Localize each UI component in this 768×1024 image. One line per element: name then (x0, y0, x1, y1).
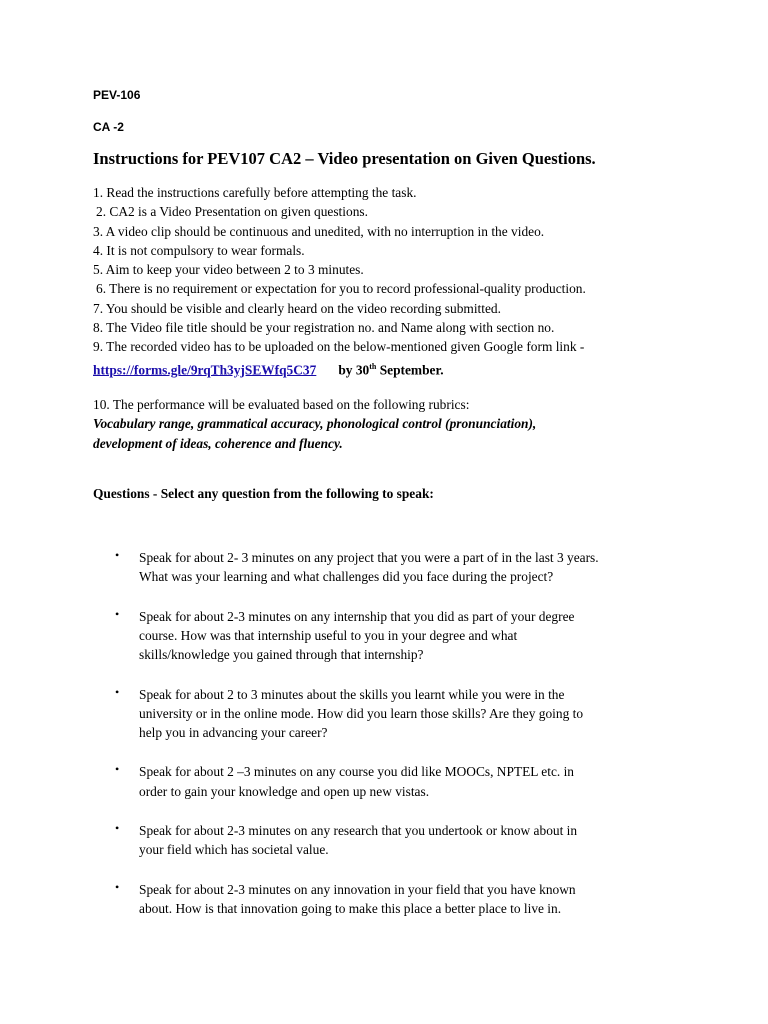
rubrics-criteria-line: Vocabulary range, grammatical accuracy, phonological control (pronunciation), (93, 416, 537, 432)
bullet-icon: • (115, 762, 120, 777)
question-text-line: university or in the online mode. How did you learn those skills? Are they going to (139, 705, 584, 721)
instructions-list (93, 183, 693, 379)
deadline-superscript: th (369, 361, 377, 371)
question-text (139, 821, 679, 860)
instruction-item: 7. You should be visible and clearly heard on the video recording submitted. (93, 300, 501, 316)
question-text-line: course. How was that internship useful to you in your degree and what (139, 627, 518, 643)
question-text-line: skills/knowledge you gained through that internship? (139, 647, 424, 663)
course-code: PEV-106 (93, 88, 141, 102)
deadline-prefix: by 30 (338, 362, 370, 378)
question-text (139, 685, 679, 743)
question-text-line: order to gain your knowledge and open up new vistas. (139, 783, 430, 799)
question-text-line: What was your learning and what challenges did you face during the project? (139, 569, 554, 585)
rubrics-criteria-line: development of ideas, coherence and fluency. (93, 435, 343, 451)
instruction-item: 9. The recorded video has to be uploaded on the below-mentioned given Google form link - (93, 339, 585, 355)
instruction-item: 6. There is no requirement or expectation for you to record professional-quality production. (96, 281, 586, 297)
form-link-line (93, 357, 693, 380)
questions-heading: Questions - Select any question from the following to speak: (93, 486, 434, 501)
deadline-suffix: September. (376, 362, 444, 378)
question-text (139, 880, 679, 919)
instruction-item: 3. A video clip should be continuous and unedited, with no interruption in the video. (93, 223, 545, 239)
question-text-line: Speak for about 2 –3 minutes on any course you did like MOOCs, NPTEL etc. in (139, 764, 575, 780)
google-form-link[interactable]: https://forms.gle/9rqTh3yjSEWfq5C37 (93, 362, 317, 378)
instruction-item: 4. It is not compulsory to wear formals. (93, 242, 305, 258)
question-text-line: Speak for about 2-3 minutes on any innovation in your field that you have known (139, 881, 576, 897)
bullet-icon: • (115, 548, 120, 562)
question-text (139, 762, 679, 801)
question-text-line: Speak for about 2-3 minutes on any internship that you did as part of your degree (139, 608, 575, 624)
instruction-item: 1. Read the instructions carefully before attempting the task. (93, 185, 417, 200)
question-text-line: about. How is that innovation going to make this place a better place to live in. (139, 900, 562, 916)
rubrics-intro: 10. The performance will be evaluated based on the following rubrics: (93, 397, 470, 412)
instruction-item: 2. CA2 is a Video Presentation on given questions. (96, 204, 368, 220)
question-text-line: Speak for about 2 to 3 minutes about the skills you learnt while you were in the (139, 686, 565, 702)
question-text-line: Speak for about 2- 3 minutes on any project that you were a part of in the last 3 years. (139, 550, 599, 565)
instruction-item: 5. Aim to keep your video between 2 to 3 minutes. (93, 262, 364, 278)
question-text (139, 548, 679, 587)
rubrics-section (93, 395, 693, 453)
bullet-icon: • (115, 879, 120, 894)
bullet-icon: • (115, 606, 120, 621)
question-text (139, 607, 679, 665)
bullet-icon: • (115, 821, 120, 835)
question-text-line: help you in advancing your career? (139, 725, 328, 741)
question-text-line: your field which has societal value. (139, 842, 329, 858)
question-text-line: Speak for about 2-3 minutes on any research that you undertook or know about in (139, 823, 578, 838)
assessment-label: CA -2 (93, 120, 124, 134)
instruction-item: 8. The Video file title should be your registration no. and Name along with section no. (93, 320, 555, 336)
bullet-icon: • (115, 684, 120, 699)
document-title: Instructions for PEV107 CA2 – Video presentation on Given Questions. (93, 149, 596, 168)
